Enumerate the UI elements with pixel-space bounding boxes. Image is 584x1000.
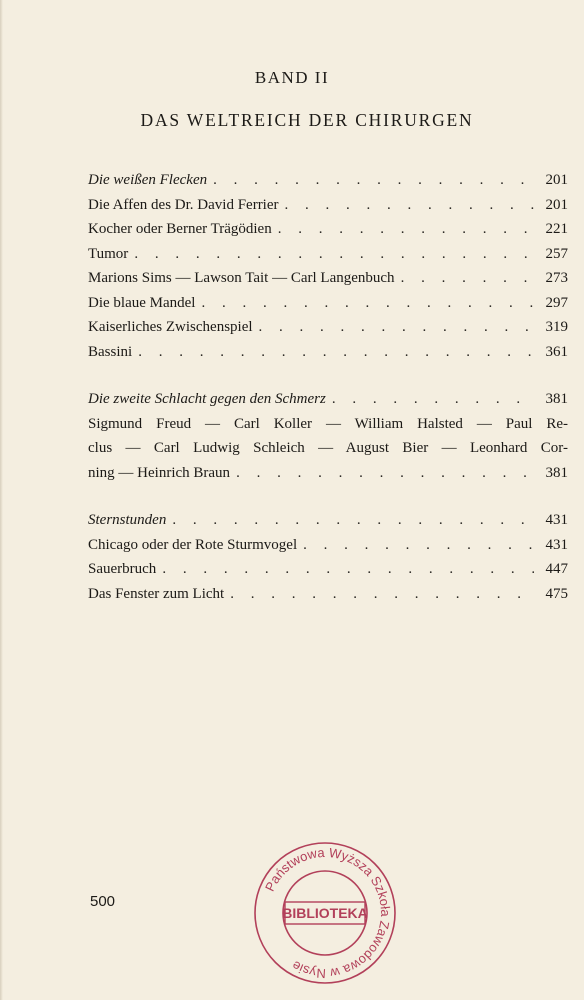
dot-leader: [172, 508, 534, 533]
dot-leader: [285, 193, 534, 218]
toc-entry-title: Die weißen Flecken: [88, 172, 208, 188]
toc-entry-title: Tumor: [88, 245, 129, 262]
toc-entry-line: clus — Carl Ludwig Schleich — August Bier — Leonhard Cor-: [88, 440, 568, 456]
toc-entry-page: 297: [545, 294, 568, 311]
toc-entry-page: 431: [545, 512, 568, 528]
toc-entry-line: Sigmund Freud — Carl Koller — William Halsted — Paul Re-: [88, 415, 568, 432]
dot-leader: [278, 217, 534, 242]
page-number: 500: [90, 893, 116, 910]
toc-entry: [88, 266, 568, 291]
toc-entry: [88, 340, 568, 365]
toc-entry: [88, 193, 568, 218]
toc-entry-page: 381: [545, 464, 568, 481]
toc-entry-page: 201: [545, 172, 568, 188]
toc-entry-title: Sternstunden: [88, 512, 167, 528]
toc-entry-page: 273: [545, 270, 568, 286]
section-spacer: [88, 364, 568, 387]
toc-entry-page: 381: [545, 391, 568, 407]
dot-leader: [138, 340, 534, 365]
toc-entry-title: Die blaue Mandel: [88, 294, 196, 311]
library-stamp: [250, 838, 400, 988]
toc-entry: [88, 315, 568, 340]
page-edge-shadow: [0, 0, 3, 1000]
volume-title: DAS WELTREICH DER CHIRURGEN: [140, 110, 474, 130]
toc-entry-page: 431: [545, 536, 568, 553]
toc-entry-title: Marions Sims — Lawson Tait — Carl Langenbuch: [88, 270, 395, 286]
dot-leader: [213, 168, 534, 193]
toc-entry-page: 475: [545, 585, 568, 602]
dot-leader: [303, 533, 534, 558]
toc-entry-page: 221: [545, 221, 568, 237]
toc-entry: [88, 533, 568, 558]
dot-leader: [236, 461, 534, 486]
toc-entry: [88, 242, 568, 267]
toc-entry: [88, 582, 568, 607]
toc-entry-title: Bassini: [88, 343, 133, 360]
toc-entry: [88, 217, 568, 242]
toc-entry-page: 361: [545, 343, 568, 360]
toc-entry-title: Chicago oder der Rote Sturmvogel: [88, 536, 298, 553]
dot-leader: [259, 315, 534, 340]
toc-entry-title: Das Fenster zum Licht: [88, 585, 225, 602]
toc-section-heading: [88, 168, 568, 193]
toc-entry-title: Sauerbruch: [88, 561, 157, 577]
stamp-center-text: BIBLIOTEKA: [282, 905, 368, 921]
toc-entry: [88, 557, 568, 582]
volume-heading: BAND II: [254, 68, 330, 87]
toc-entry-title: Die zweite Schlacht gegen den Schmerz: [88, 391, 326, 407]
dot-leader: [230, 582, 534, 607]
toc-section-heading: [88, 387, 568, 412]
toc-section-heading: [88, 508, 568, 533]
dot-leader: [201, 291, 534, 316]
toc-entry-title: ning — Heinrich Braun: [88, 464, 231, 481]
toc-entry: [88, 461, 568, 486]
dot-leader: [134, 242, 534, 267]
toc-entry-title: Die Affen des Dr. David Ferrier: [88, 196, 279, 213]
dot-leader: [162, 557, 534, 582]
stamp-ring-text: Państwowa Wyższa Szkoła Zawodowa w Nysie: [261, 844, 394, 982]
toc-entry-title: Kocher oder Berner Trägödien: [88, 221, 272, 237]
toc-entry-page: 447: [545, 561, 568, 577]
dot-leader: [332, 387, 534, 412]
table-of-contents: [88, 168, 568, 606]
stamp-seal-icon: [250, 838, 400, 988]
toc-entry-page: 257: [545, 245, 568, 262]
dot-leader: [401, 266, 534, 291]
toc-entry: [88, 291, 568, 316]
toc-entry-title: Kaiserliches Zwischenspiel: [88, 319, 253, 335]
section-spacer: [88, 485, 568, 508]
toc-entry-page: 201: [545, 196, 568, 213]
toc-entry-page: 319: [545, 319, 568, 335]
